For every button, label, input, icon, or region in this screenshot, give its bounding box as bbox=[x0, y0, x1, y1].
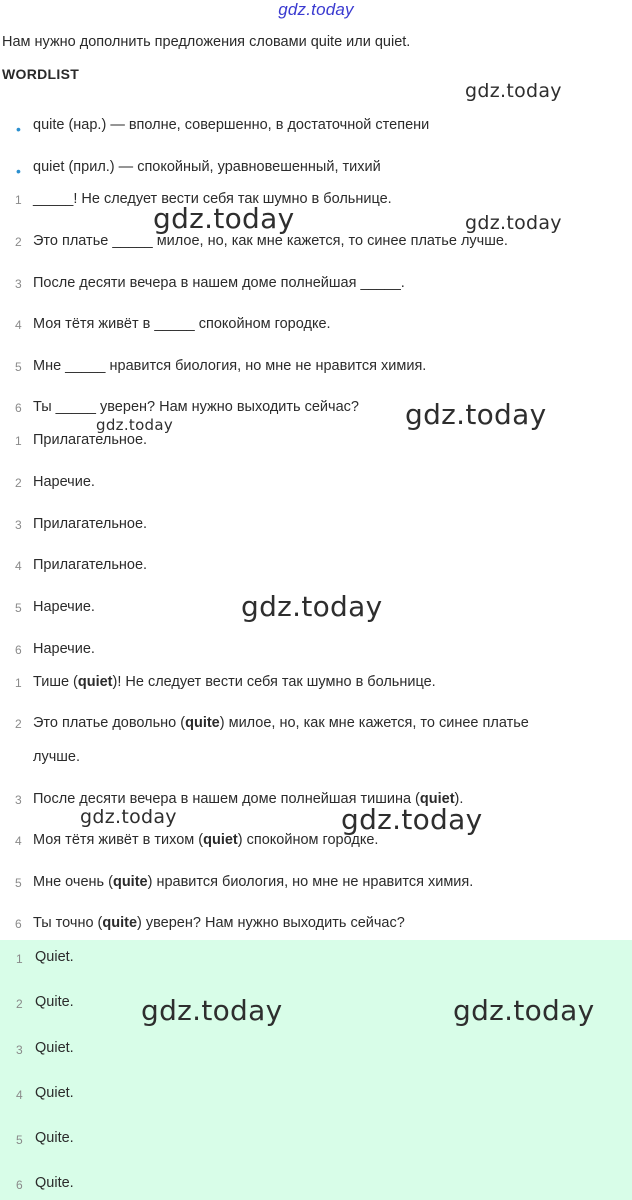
translation-sentence bbox=[33, 874, 473, 890]
exercise-sentence: После десяти вечера в нашем доме полнейшая _____. bbox=[33, 275, 405, 291]
item-number: 4 bbox=[15, 318, 22, 332]
site-logo[interactable]: gdz.today bbox=[278, 0, 354, 19]
bullet-icon: • bbox=[16, 163, 21, 179]
item-number: 5 bbox=[15, 360, 22, 374]
part-of-speech: Прилагательное. bbox=[33, 432, 148, 448]
task-instruction: Нам нужно дополнить предложения словами quite или quiet. bbox=[2, 34, 411, 50]
answer-word: quiet bbox=[419, 791, 455, 807]
answer-word: quite bbox=[185, 715, 220, 731]
wordlist-item: quiet (прил.) — спокойный, уравновешенный, тихий bbox=[33, 159, 381, 175]
watermark: gdz.today bbox=[465, 80, 562, 102]
translation-text: )! Не следует вести себя так шумно в больнице. bbox=[112, 674, 436, 690]
translation-text: ). bbox=[454, 791, 464, 807]
answers-panel bbox=[0, 940, 632, 1200]
answer-item: Quite. bbox=[35, 1175, 74, 1191]
translation-text: ) нравится биология, но мне не нравится химия. bbox=[147, 874, 474, 890]
part-of-speech: Наречие. bbox=[33, 474, 95, 490]
translation-text: ) милое, но, как мне кажется, то синее платье bbox=[219, 715, 529, 731]
exercise-sentence: _____! Не следует вести себя так шумно в больнице. bbox=[33, 191, 392, 207]
translation-sentence bbox=[33, 915, 405, 931]
watermark: gdz.today bbox=[96, 416, 174, 434]
item-number: 2 bbox=[15, 235, 22, 249]
answer-number: 2 bbox=[16, 997, 23, 1011]
watermark: gdz.today bbox=[80, 806, 177, 828]
translation-text: ) спокойном городке. bbox=[237, 832, 379, 848]
translation-text: Тише ( bbox=[33, 674, 78, 690]
item-number: 1 bbox=[15, 676, 22, 690]
wordlist-item: quite (нар.) — вполне, совершенно, в достаточной степени bbox=[33, 117, 430, 133]
answer-number: 5 bbox=[16, 1133, 23, 1147]
translation-text: Моя тётя живёт в тихом ( bbox=[33, 832, 204, 848]
answer-number: 1 bbox=[16, 952, 23, 966]
exercise-sentence: Ты _____ уверен? Нам нужно выходить сейчас? bbox=[33, 399, 359, 415]
part-of-speech: Наречие. bbox=[33, 641, 95, 657]
answer-item: Quite. bbox=[35, 1130, 74, 1146]
answer-item: Quiet. bbox=[35, 949, 74, 965]
translation-sentence bbox=[33, 674, 436, 690]
watermark: gdz.today bbox=[453, 994, 595, 1027]
watermark: gdz.today bbox=[405, 398, 547, 431]
part-of-speech: Наречие. bbox=[33, 599, 95, 615]
translation-sentence bbox=[33, 832, 378, 848]
translation-text: ) уверен? Нам нужно выходить сейчас? bbox=[137, 915, 405, 931]
exercise-sentence: Это платье _____ милое, но, как мне кажется, то синее платье лучше. bbox=[33, 233, 508, 249]
translation-text: Это платье довольно ( bbox=[33, 715, 186, 731]
answer-number: 4 bbox=[16, 1088, 23, 1102]
watermark: gdz.today bbox=[465, 212, 562, 234]
item-number: 4 bbox=[15, 559, 22, 573]
item-number: 3 bbox=[15, 518, 22, 532]
answer-number: 3 bbox=[16, 1043, 23, 1057]
answer-word: quiet bbox=[203, 832, 238, 848]
item-number: 1 bbox=[15, 434, 22, 448]
item-number: 6 bbox=[15, 917, 22, 931]
part-of-speech: Прилагательное. bbox=[33, 516, 148, 532]
item-number: 4 bbox=[15, 834, 22, 848]
translation-text: Ты точно ( bbox=[33, 915, 103, 931]
watermark: gdz.today bbox=[153, 202, 295, 235]
watermark: gdz.today bbox=[241, 590, 383, 623]
exercise-sentence: Мне _____ нравится биология, но мне не нравится химия. bbox=[33, 358, 427, 374]
translation-sentence bbox=[33, 715, 529, 731]
wordlist-heading: WORDLIST bbox=[2, 66, 80, 82]
item-number: 5 bbox=[15, 601, 22, 615]
item-number: 5 bbox=[15, 876, 22, 890]
item-number: 3 bbox=[15, 793, 22, 807]
item-number: 3 bbox=[15, 277, 22, 291]
translation-text: После десяти вечера в нашем доме полнейшая тишина ( bbox=[33, 791, 420, 807]
answer-word: quiet bbox=[77, 674, 113, 690]
translation-text: Мне очень ( bbox=[33, 874, 113, 890]
answer-word: quite bbox=[102, 915, 138, 931]
item-number: 2 bbox=[15, 717, 22, 731]
item-number: 1 bbox=[15, 193, 22, 207]
answer-word: quite bbox=[112, 874, 148, 890]
item-number: 6 bbox=[15, 401, 22, 415]
watermark: gdz.today bbox=[341, 803, 483, 836]
translation-continuation: лучше. bbox=[33, 749, 80, 765]
item-number: 6 bbox=[15, 643, 22, 657]
watermark: gdz.today bbox=[141, 994, 283, 1027]
answer-number: 6 bbox=[16, 1178, 23, 1192]
answer-item: Quiet. bbox=[35, 1040, 74, 1056]
exercise-sentence: Моя тётя живёт в _____ спокойном городке. bbox=[33, 316, 331, 332]
answer-item: Quiet. bbox=[35, 1085, 74, 1101]
part-of-speech: Прилагательное. bbox=[33, 557, 148, 573]
item-number: 2 bbox=[15, 476, 22, 490]
answer-item: Quite. bbox=[35, 994, 74, 1010]
bullet-icon: • bbox=[16, 121, 21, 137]
